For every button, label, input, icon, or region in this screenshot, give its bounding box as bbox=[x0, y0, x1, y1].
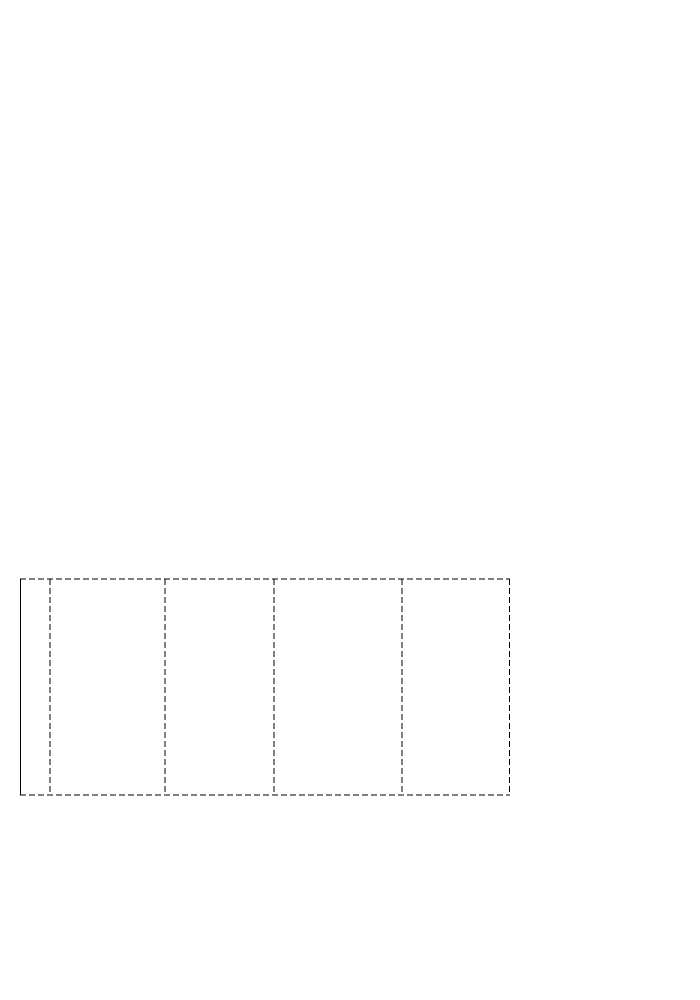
contract-document bbox=[20, 20, 510, 80]
contract-subtitle bbox=[20, 32, 510, 44]
col-characteristic-header bbox=[50, 587, 165, 635]
contract-title bbox=[20, 20, 510, 32]
city-date-line bbox=[20, 56, 510, 68]
property-table bbox=[20, 577, 510, 799]
col-insured-value-header bbox=[274, 587, 402, 635]
col-insured-sum-header bbox=[402, 587, 510, 635]
col-location-header bbox=[165, 587, 274, 635]
col-number-header bbox=[20, 587, 50, 635]
